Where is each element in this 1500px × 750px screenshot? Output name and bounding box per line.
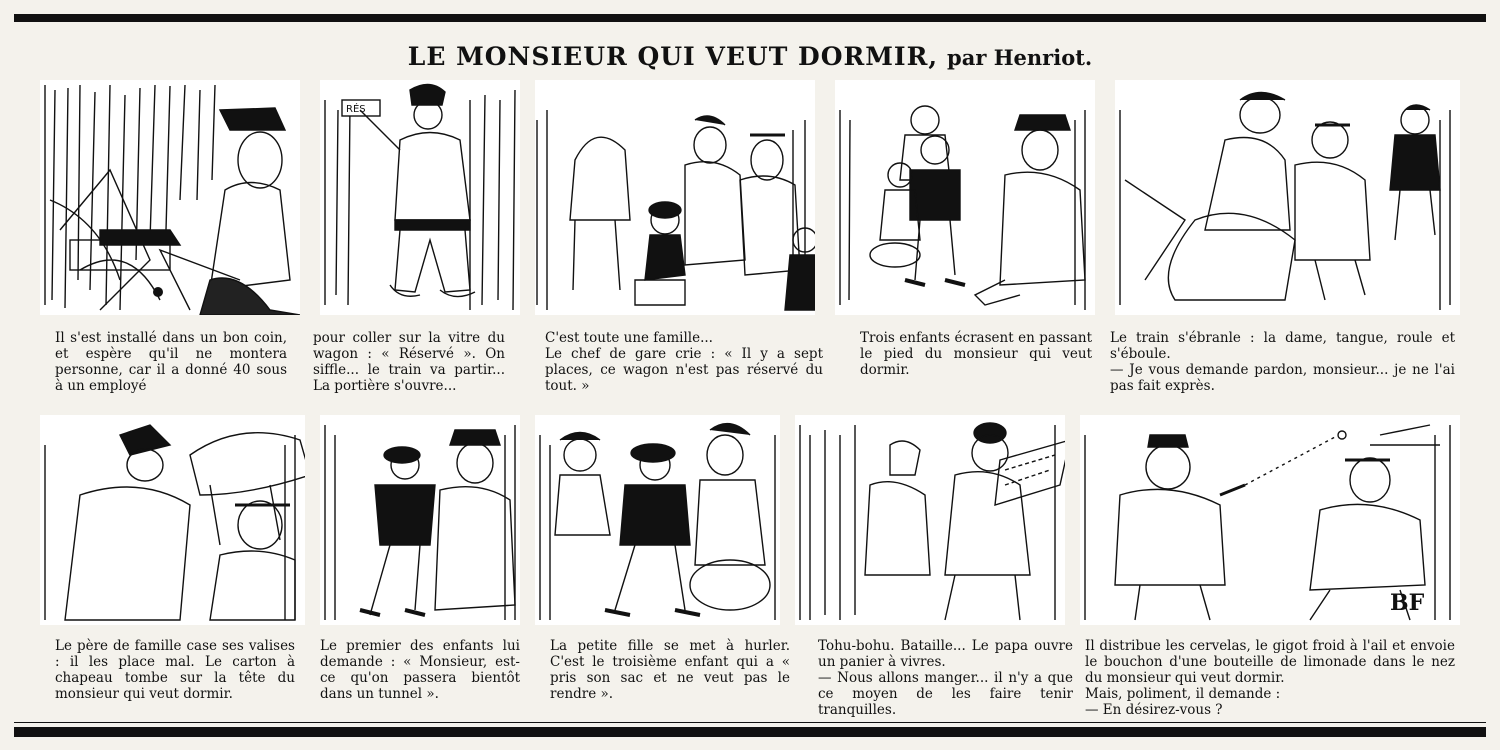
illustration-employee-sign	[320, 80, 520, 315]
page-title	[0, 42, 1500, 71]
title-byline: par Henriot.	[947, 45, 1093, 70]
panel-10	[1080, 415, 1460, 625]
illustration-hatbox	[40, 415, 305, 625]
title-main: LE MONSIEUR QUI VEUT DORMIR,	[407, 42, 939, 71]
panel-4-caption: Trois enfants écrasent en passant le pied du monsieur qui veut dormir.	[860, 330, 1092, 378]
panel-8-caption: La petite fille se met à hurler. C'est le troisième enfant qui a « pris son sac et ne veut pas le rendre ».	[550, 638, 790, 702]
panel-7-caption: Le premier des enfants lui demande : « Monsieur, est-ce qu'on passera bientôt dans un tunnel ».	[320, 638, 520, 702]
illustration-man-seated	[40, 80, 300, 315]
panel-6	[40, 415, 305, 625]
illustration-basket	[795, 415, 1065, 625]
panel-9-caption: Tohu-bohu. Bataille... Le papa ouvre un panier à vivres. — Nous allons manger... il n'y a que ce moyen de les faire tenir tranquilles.	[818, 638, 1073, 718]
panel-5-caption: Le train s'ébranle : la dame, tangue, roule et s'éboule. — Je vous demande pardon, monsieur... je ne l'ai pas fait exprès.	[1110, 330, 1455, 394]
bottom-rule	[14, 727, 1486, 737]
illustration-family-boarding	[535, 80, 815, 315]
illustration-lady-falling	[1115, 80, 1460, 315]
artist-signature: BF	[1390, 590, 1425, 616]
top-rule	[14, 14, 1486, 22]
panel-4	[835, 80, 1095, 315]
panel-2-caption: pour coller sur la vitre du wagon : « Réservé ». On siffle... le train va partir... La portière s'ouvre...	[313, 330, 505, 394]
panel-9	[795, 415, 1065, 625]
sign-text: RÉS	[346, 104, 366, 115]
panel-1	[40, 80, 300, 315]
panel-3	[535, 80, 815, 315]
panel-10-caption: Il distribue les cervelas, le gigot froid à l'ail et envoie le bouchon d'une bouteille de limonade dans le nez du monsieur qui veut dormir. Mais, poliment, il demande : — En désirez-vous ?	[1085, 638, 1455, 718]
panel-5	[1115, 80, 1460, 315]
illustration-children-foot	[835, 80, 1095, 315]
illustration-children-fight	[535, 415, 780, 625]
panel-7	[320, 415, 520, 625]
illustration-cork	[1080, 415, 1460, 625]
panel-1-caption: Il s'est installé dans un bon coin, et espère qu'il ne montera personne, car il a donné 40 sous à un employé	[55, 330, 287, 394]
panel-3-caption: C'est toute une famille... Le chef de gare crie : « Il y a sept places, ce wagon n'est pas réservé du tout. »	[545, 330, 823, 394]
illustration-child-asking	[320, 415, 520, 625]
panel-2	[320, 80, 520, 315]
panel-8	[535, 415, 780, 625]
panel-6-caption: Le père de famille case ses valises : il les place mal. Le carton à chapeau tombe sur la tête du monsieur qui veut dormir.	[55, 638, 295, 702]
